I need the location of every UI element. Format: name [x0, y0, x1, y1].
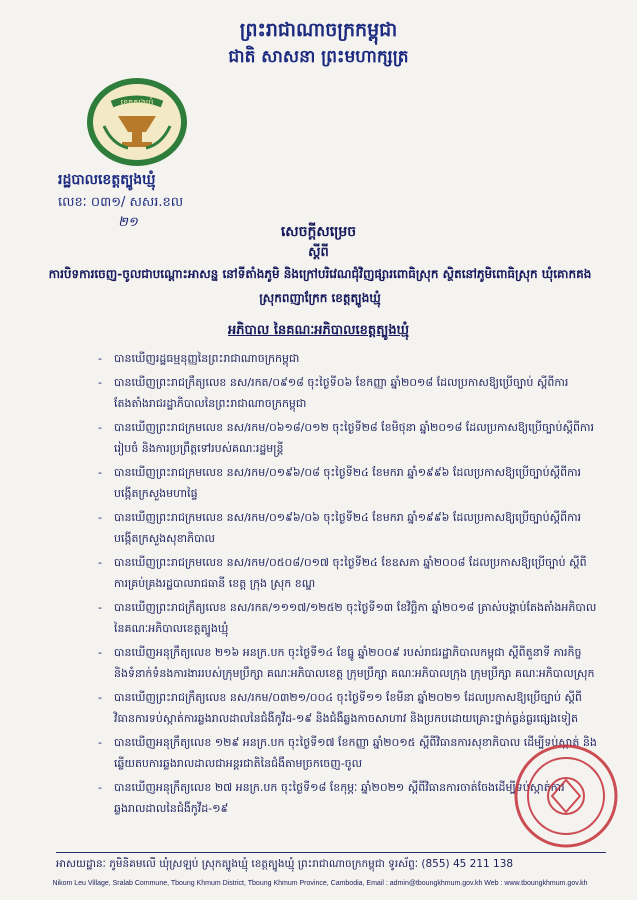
list-dash: -	[98, 691, 102, 704]
reference-value: ០៣១/ សសរ.ខល	[90, 195, 184, 210]
list-item-text: បានឃើញព្រះរាជក្រឹត្យលេខ នស/រកត/០៩១៨ ចុះថ្ងៃទី០៦ ខែកញ្ញា ឆ្នាំ២០១៨ ដែលប្រកាសឱ្យប្រើច្បាប់ ស្តីពីការតែងតាំងរាជរដ្ឋាភិបាលនៃព្រះរាជាណាចក្រកម្ពុជា	[114, 376, 569, 410]
list-dash: -	[98, 556, 102, 569]
list-dash: -	[98, 781, 102, 794]
list-dash: -	[98, 376, 102, 389]
footer-address-khmer: អាសយដ្ឋានៈ ភូមិនិគមលើ ឃុំស្រឡប់ ស្រុកត្បូងឃ្មុំ ខេត្តត្បូងឃ្មុំ ព្រះរាជាណាចក្រកម្ពុជា ទូរស័ព្ទៈ (855) 45 211 138	[56, 858, 514, 870]
national-motto: ជាតិ សាសនា ព្រះមហាក្សត្រ	[228, 47, 409, 67]
reference-handwritten-day: ២១	[118, 215, 138, 230]
list-item-text: បានឃើញរដ្ឋធម្មនុញ្ញនៃព្រះរាជាណាចក្រកម្ពុជា	[114, 352, 300, 365]
list-item-text: បានឃើញព្រះរាជក្រមលេខ នស/រកម/០៥០៨/០១៧ ចុះថ្ងៃទី២៤ ខែឧសភា ឆ្នាំ២០០៨ ដែលប្រកាសឱ្យប្រើច្បាប់ ស្តីពីការគ្រប់គ្រងរដ្ឋបាលរាជធានី ខេត្ត ក្រុង ស្រុក ខណ្ឌ	[114, 556, 587, 590]
list-item-text: បានឃើញព្រះរាជក្រមលេខ នស/រកម/០១៩៦/០៦ ចុះថ្ងៃទី២៤ ខែមករា ឆ្នាំ១៩៩៦ ដែលប្រកាសឱ្យប្រើច្បាប់ស្តីពីការបង្កើតក្រសួងសុខាភិបាល	[114, 511, 582, 545]
decision-about: ស្តីពី	[308, 245, 329, 260]
provincial-seal-logo	[82, 74, 192, 170]
list-item	[98, 348, 598, 369]
reference-label: លេខៈ	[58, 195, 87, 210]
list-item	[98, 597, 598, 639]
governor-heading: អភិបាល នៃគណៈអភិបាលខេត្តត្បូងឃ្មុំ	[228, 323, 409, 338]
list-item	[98, 462, 598, 504]
footer-divider	[56, 852, 606, 853]
list-item-text: បានឃើញអនុក្រឹត្យលេខ ២៧ អនក្រ.បក ចុះថ្ងៃទី១៨ ខែកុម្ភៈ ឆ្នាំ២០២១ ស្តីពីវិធានការចាត់ចែងដើម្បីទប់ស្កាត់ការឆ្លងរាលដាលនៃជំងឺកូវីដ-១៩	[114, 781, 565, 815]
list-dash: -	[98, 646, 102, 659]
decision-subject: ការបិទការចេញ-ចូលជាបណ្តោះអាសន្ន នៅទីតាំងភូមិ និងក្រៅបរិវេណជុំវិញផ្សារពោធិស្រុក ស្ថិតនៅភូមិពោធិស្រុក ឃុំគោកគង ស្រុកពញាក្រែក ខេត្តត្បូងឃ្មុំ	[48, 267, 592, 305]
seal-text: ខេត្តត្បូងឃ្មុំ	[120, 98, 154, 107]
list-item-text: បានឃើញព្រះរាជក្រមលេខ នស/រកម/០១៩៦/០៨ ចុះថ្ងៃទី២៤ ខែមករា ឆ្នាំ១៩៩៦ ដែលប្រកាសឱ្យប្រើច្បាប់ស្តីពីការបង្កើតក្រសួងមហាផ្ទៃ	[114, 466, 582, 500]
list-dash: -	[98, 352, 102, 365]
list-item-text: បានឃើញព្រះរាជក្រឹត្យលេខ នស/រកម/០៣២១/០០៤ ចុះថ្ងៃទី១១ ខែមីនា ឆ្នាំ២០២១ ដែលប្រកាសឱ្យប្រើច្បាប់ ស្តីពីវិធានការទប់ស្កាត់ការឆ្លងរាលដាលនៃជំងឺកូវីដ-១៩ និងជំងឺឆ្លងកាចសាហាវ និងប្រកបដោយគ្រោះថ្នាក់ធ្ងន់ធ្ងរផ្សេងទៀត	[114, 691, 582, 725]
list-item-text: បានឃើញព្រះរាជក្រឹត្យលេខ នស/រកត/១១១៧/១២៥២ ចុះថ្ងៃទី១៣ ខែវិច្ឆិកា ឆ្នាំ២០១៨ ត្រាស់បង្គាប់តែងតាំងអភិបាល នៃគណៈអភិបាលខេត្តត្បូងឃ្មុំ	[114, 601, 597, 635]
list-dash: -	[98, 511, 102, 524]
list-item	[98, 417, 598, 459]
kingdom-title: ព្រះរាជាណាចក្រកម្ពុជា	[239, 19, 398, 41]
list-dash: -	[98, 421, 102, 434]
official-stamp	[512, 742, 620, 850]
list-item	[98, 507, 598, 549]
list-item	[98, 552, 598, 594]
list-item-text: បានឃើញអនុក្រឹត្យលេខ ២១៦ អនក្រ.បក ចុះថ្ងៃទី១៤ ខែធ្នូ ឆ្នាំ២០០៩ របស់រាជរដ្ឋាភិបាលកម្ពុជា ស្តីពីតួនាទី ភារកិច្ច និងទំនាក់ទំនងការងាររបស់ក្រុមប្រឹក្សា គណៈអភិបាលខេត្ត ក្រុមប្រឹក្សា គណៈអភិបាលក្រុង ក្រុមប្រឹក្សា គណៈអភិបាលស្រុក	[114, 646, 595, 680]
list-dash: -	[98, 736, 102, 749]
list-item-text: បានឃើញព្រះរាជក្រមលេខ នស/រកម/០៦១៨/០១២ ចុះថ្ងៃទី២៨ ខែមិថុនា ឆ្នាំ២០១៨ ដែលប្រកាសឱ្យប្រើច្បាប់ស្តីពីការរៀបចំ និងការប្រព្រឹត្តទៅរបស់គណៈរដ្ឋមន្ត្រី	[114, 421, 594, 455]
list-dash: -	[98, 601, 102, 614]
list-item-text: បានឃើញអនុក្រឹត្យលេខ ១២៩ អនក្រ.បក ចុះថ្ងៃទី១៧ ខែកញ្ញា ឆ្នាំ២០១៥ ស្តីពីវិធានការសុខាភិបាល ដើម្បីទប់ស្កាត់ និងឆ្លើយតបការឆ្លងរាលដាលជាអន្តរជាតិនៃជំងឺតាមច្រកចេញ-ចូល	[114, 736, 597, 770]
list-item	[98, 687, 598, 729]
list-item	[98, 642, 598, 684]
administration-name: រដ្ឋបាលខេត្តត្បូងឃ្មុំ	[58, 172, 156, 188]
decision-title: សេចក្តីសម្រេច	[280, 224, 357, 240]
list-item	[98, 372, 598, 414]
footer-address-english: Nikom Leu Village, Sralab Commune, Tboung Khmum District, Tboung Khmum Province, Cambodia, Email : admin@tboungkhmum.gov.kh Web : www.tboungkhmum.gov.kh	[52, 880, 588, 887]
list-dash: -	[98, 466, 102, 479]
reference-number	[58, 194, 183, 213]
